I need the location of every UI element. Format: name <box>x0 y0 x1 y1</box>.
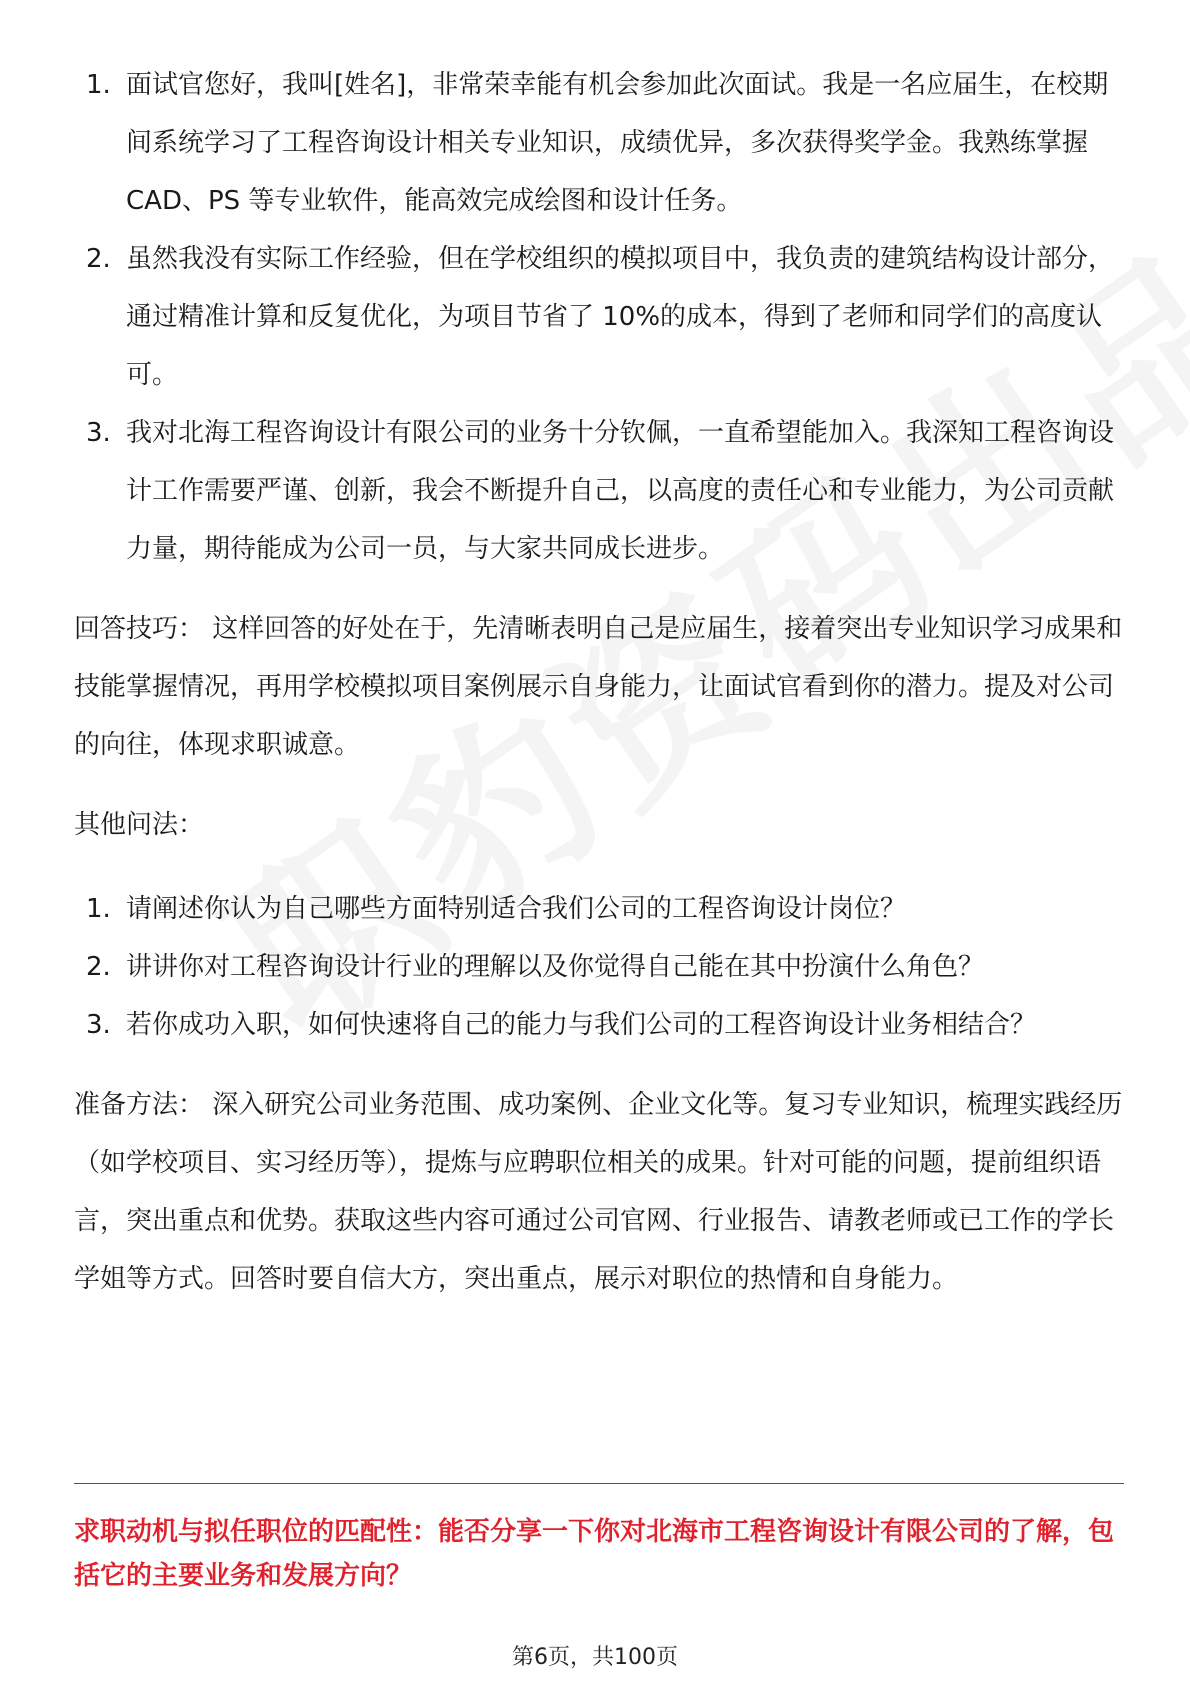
next-question-heading: 求职动机与拟任职位的匹配性：能否分享一下你对北海市工程咨询设计有限公司的了解，包括它的主要业务和发展方向？ <box>74 1517 1115 1591</box>
list-number: 1. <box>86 70 111 100</box>
list-number: 1. <box>86 894 111 924</box>
list-text: 面试官您好，我叫[姓名]，非常荣幸能有机会参加此次面试。我是一名应届生，在校期间系统学习了工程咨询设计相关专业知识，成绩优异，多次获得奖学金。我熟练掌握 CAD、PS 等专业软件，能高效完成绘图和设计任务。 <box>126 70 1109 216</box>
list-text: 我对北海工程咨询设计有限公司的业务十分钦佩，一直希望能加入。我深知工程咨询设计工作需要严谨、创新，我会不断提升自己，以高度的责任心和专业能力，为公司贡献力量，期待能成为公司一员，与大家共同成长进步。 <box>126 418 1115 564</box>
other-questions-heading: 其他问法： <box>74 810 205 840</box>
answer-tips: 回答技巧： 这样回答的好处在于，先清晰表明自己是应届生，接着突出专业知识学习成果和技能掌握情况，再用学校模拟项目案例展示自身能力，让面试官看到你的潜力。提及对公司的向往，体现求职诚意。 <box>74 614 1123 760</box>
answer-list <box>74 56 1124 578</box>
list-number: 3. <box>86 418 111 448</box>
list-number: 2. <box>86 244 111 274</box>
list-number: 3. <box>86 1010 111 1040</box>
list-text: 虽然我没有实际工作经验，但在学校组织的模拟项目中，我负责的建筑结构设计部分，通过精准计算和反复优化，为项目节省了 10%的成本，得到了老师和同学们的高度认可。 <box>126 244 1115 390</box>
list-text: 若你成功入职，如何快速将自己的能力与我们公司的工程咨询设计业务相结合？ <box>126 1010 1037 1040</box>
other-questions-list <box>74 880 1124 1054</box>
list-number: 2. <box>86 952 111 982</box>
list-text: 请阐述你认为自己哪些方面特别适合我们公司的工程咨询设计岗位？ <box>126 894 907 924</box>
list-item <box>74 996 1124 1054</box>
list-item <box>74 404 1124 578</box>
section-divider <box>74 1483 1124 1484</box>
list-item <box>74 230 1124 404</box>
list-item <box>74 880 1124 938</box>
page-number: 第6页，共100页 <box>512 1645 678 1670</box>
preparation-method: 准备方法： 深入研究公司业务范围、成功案例、企业文化等。复习专业知识，梳理实践经历（如学校项目、实习经历等），提炼与应聘职位相关的成果。针对可能的问题，提前组织语言，突出重点和优势。获取这些内容可通过公司官网、行业报告、请教老师或已工作的学长学姐等方式。回答时要自信大方，突出重点，展示对职位的热情和自身能力。 <box>74 1090 1123 1294</box>
list-item <box>74 938 1124 996</box>
list-item <box>74 56 1124 230</box>
list-text: 讲讲你对工程咨询设计行业的理解以及你觉得自己能在其中扮演什么角色？ <box>126 952 985 982</box>
page-content <box>74 56 1124 1308</box>
